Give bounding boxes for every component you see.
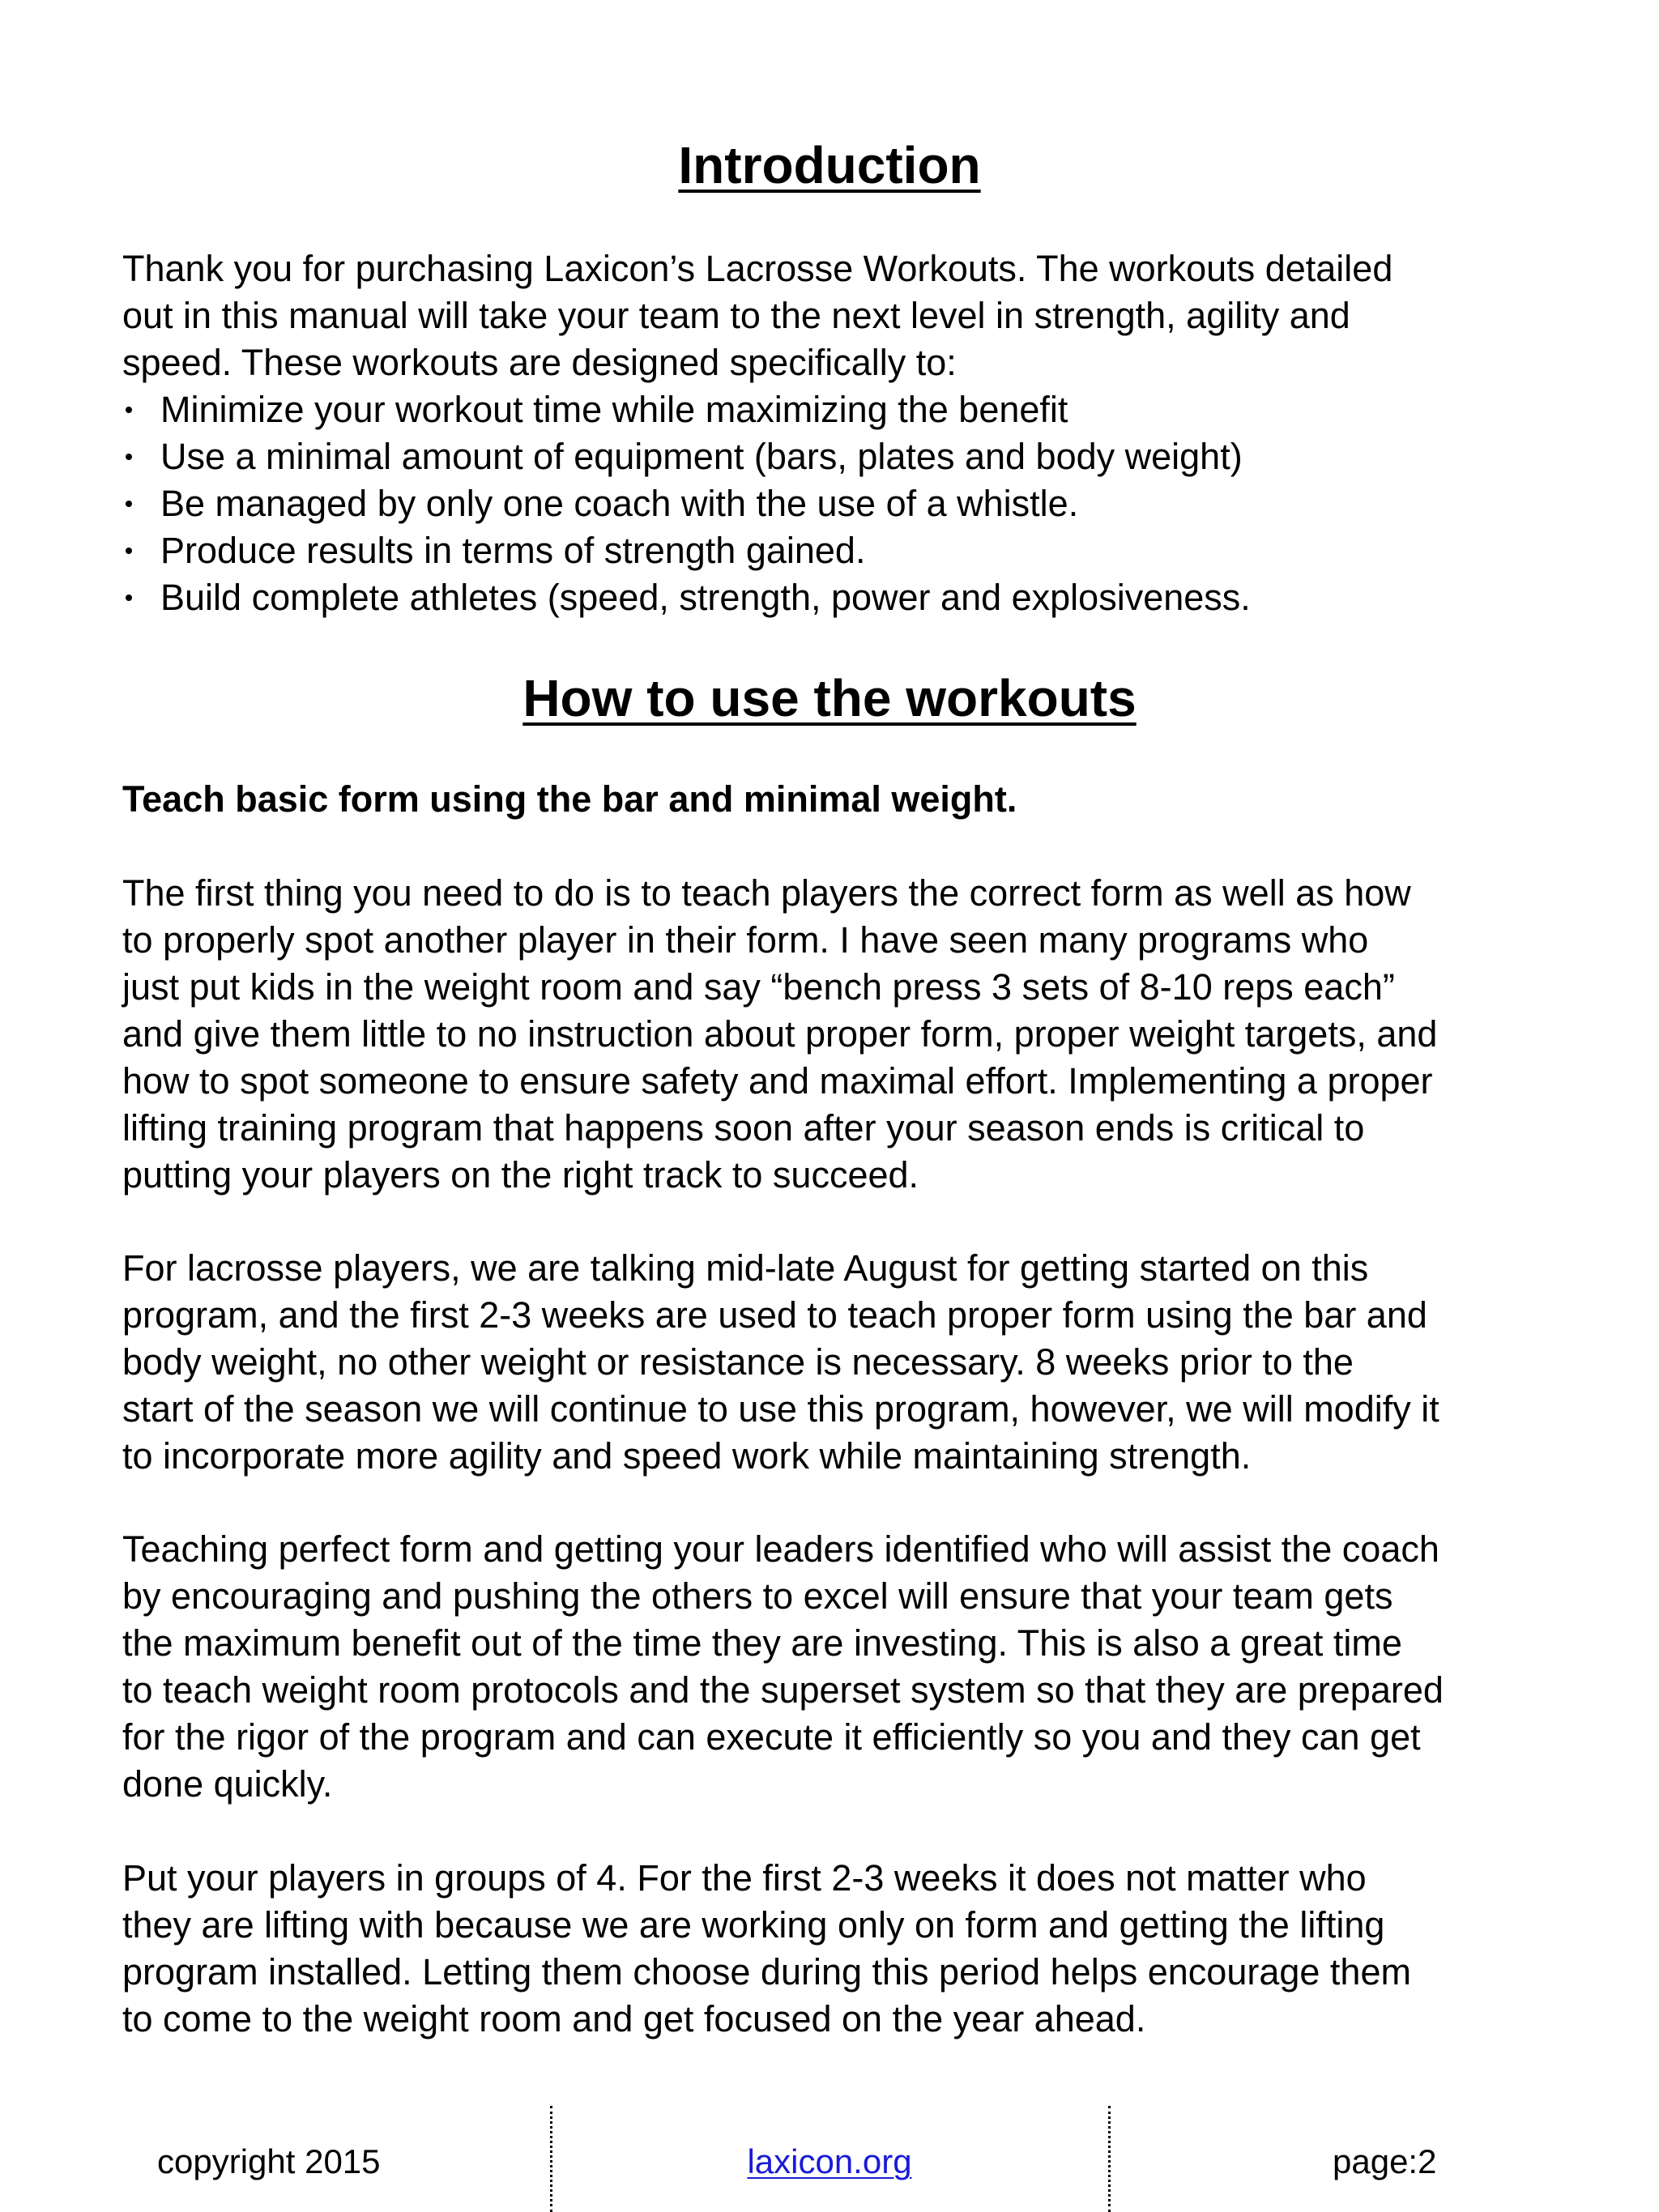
- text-line: out in this manual will take your team to the next level in strength, agility and: [122, 295, 1350, 336]
- intro-paragraph: [122, 245, 1580, 386]
- howto-paragraph-3: [122, 1526, 1580, 1808]
- text-line: start of the season we will continue to use this program, however, we will modify it: [122, 1388, 1439, 1430]
- text-line: putting your players on the right track to succeed.: [122, 1154, 919, 1196]
- bullet-item: [122, 480, 1580, 527]
- text-line: done quickly.: [122, 1763, 333, 1805]
- bullet-text: Use a minimal amount of equipment (bars, plates and body weight): [160, 436, 1243, 477]
- howto-subheading: [122, 776, 1580, 823]
- text-line: For lacrosse players, we are talking mid-late August for getting started on this: [122, 1247, 1369, 1289]
- howto-paragraph-1: [122, 870, 1580, 1199]
- text-line: to properly spot another player in their form. I have seen many programs who: [122, 919, 1369, 961]
- text-line: program installed. Letting them choose during this period helps encourage them: [122, 1951, 1411, 1993]
- bullet-item: [122, 386, 1580, 433]
- text-line: to incorporate more agility and speed work while maintaining strength.: [122, 1435, 1252, 1477]
- text-line: Teaching perfect form and getting your leaders identified who will assist the coach: [122, 1528, 1439, 1570]
- text-line: lifting training program that happens soon after your season ends is critical to: [122, 1107, 1365, 1149]
- footer-divider: [1108, 2106, 1111, 2212]
- bullet-icon: [126, 595, 132, 601]
- text-line: by encouraging and pushing the others to excel will ensure that your team gets: [122, 1575, 1393, 1617]
- website-link[interactable]: laxicon.org: [747, 2142, 912, 2180]
- text-line: Put your players in groups of 4. For the first 2-3 weeks it does not matter who: [122, 1857, 1367, 1899]
- bullet-icon: [126, 548, 132, 554]
- bullet-icon: [126, 501, 132, 507]
- text-line: how to spot someone to ensure safety and maximal effort. Implementing a proper: [122, 1060, 1433, 1102]
- text-line: the maximum benefit out of the time they are investing. This is also a great time: [122, 1622, 1402, 1664]
- text-line: to teach weight room protocols and the superset system so that they are prepared: [122, 1669, 1444, 1711]
- bullet-item: [122, 574, 1580, 621]
- howto-heading: How to use the workouts: [522, 669, 1137, 727]
- text-line: and give them little to no instruction about proper form, proper weight targets, and: [122, 1013, 1438, 1055]
- bullet-text: Produce results in terms of strength gained.: [160, 530, 866, 571]
- text-line: body weight, no other weight or resistance is necessary. 8 weeks prior to the: [122, 1341, 1354, 1383]
- bullet-text: Minimize your workout time while maximizing the benefit: [160, 389, 1068, 430]
- page-number: page:2: [1333, 2142, 1437, 2180]
- howto-paragraph-2: [122, 1245, 1580, 1480]
- text-line: for the rigor of the program and can execute it efficiently so you and they can get: [122, 1716, 1421, 1758]
- intro-heading: Introduction: [678, 136, 981, 194]
- howto-paragraph-4: [122, 1855, 1580, 2043]
- page-footer: [0, 2106, 1659, 2212]
- text-line: just put kids in the weight room and say “bench press 3 sets of 8-10 reps each”: [122, 966, 1395, 1008]
- text-line: Thank you for purchasing Laxicon’s Lacrosse Workouts. The workouts detailed: [122, 248, 1393, 289]
- text-line: to come to the weight room and get focused on the year ahead.: [122, 1998, 1146, 2039]
- text-line: The first thing you need to do is to teach players the correct form as well as how: [122, 872, 1411, 914]
- text-line: program, and the first 2-3 weeks are used to teach proper form using the bar and: [122, 1294, 1427, 1336]
- bullet-item: [122, 527, 1580, 574]
- text-line: speed. These workouts are designed specifically to:: [122, 342, 957, 383]
- bullet-item: [122, 433, 1580, 480]
- copyright-text: copyright 2015: [157, 2142, 381, 2180]
- bullet-icon: [126, 454, 132, 460]
- bullet-text: Build complete athletes (speed, strength, power and explosiveness.: [160, 577, 1251, 618]
- bullet-icon: [126, 407, 132, 413]
- intro-bullet-list: [122, 386, 1580, 621]
- bullet-text: Be managed by only one coach with the use of a whistle.: [160, 483, 1079, 524]
- subheading-text: Teach basic form using the bar and minimal weight.: [122, 778, 1017, 820]
- text-line: they are lifting with because we are working only on form and getting the lifting: [122, 1904, 1385, 1946]
